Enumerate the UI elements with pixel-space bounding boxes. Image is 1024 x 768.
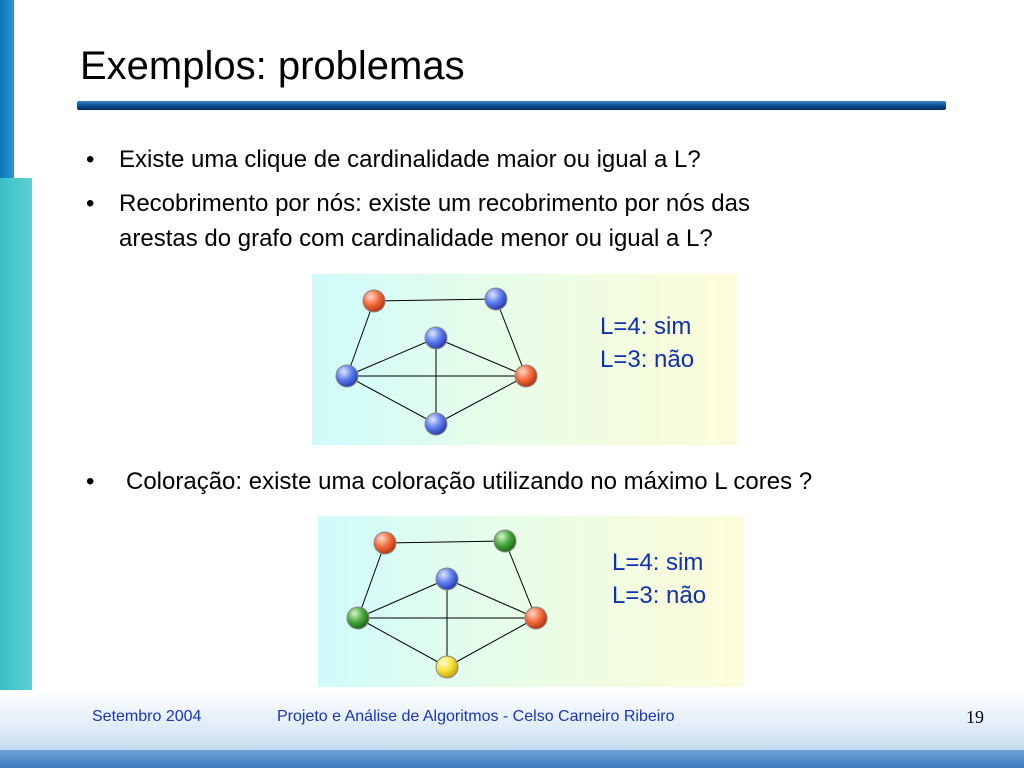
graph-node-blue [436, 568, 458, 590]
page-number: 19 [966, 707, 984, 727]
footer-course-title: Projeto e Análise de Algoritmos - Celso Carneiro Ribeiro [277, 708, 675, 725]
bullet-text: Coloração: existe uma coloração utilizando no máximo L cores ? [126, 468, 813, 495]
graph-edge [436, 376, 526, 424]
answer-text-1 [600, 310, 694, 376]
graph-figure-2 [318, 516, 744, 687]
bullet-clique [86, 142, 846, 177]
graph-node-orange [525, 607, 547, 629]
footer-date: Setembro 2004 [92, 708, 202, 725]
graph-node-orange [515, 365, 537, 387]
graph-node-blue [425, 413, 447, 435]
graph-node-yellow [436, 656, 458, 678]
graph-edge [374, 299, 496, 301]
graph-edge [347, 338, 436, 376]
graph-edge [447, 618, 536, 667]
answer-line: L=3: não [600, 346, 695, 373]
graph-edge [496, 299, 526, 376]
answer-line: L=3: não [612, 582, 707, 609]
graph-edge [347, 301, 374, 376]
bullet-text-line-2: arestas do grafo com cardinalidade menor ou igual a L? [119, 225, 713, 252]
graph-edges [358, 541, 536, 667]
graph-node-blue [336, 365, 358, 387]
bullet-coloring [86, 464, 946, 499]
graph-node-blue [485, 288, 507, 310]
graph-node-blue [425, 327, 447, 349]
bullet-marker: • [86, 146, 95, 173]
title-underline [77, 101, 946, 110]
graph-edge [358, 618, 447, 667]
answer-line: L=4: sim [600, 313, 692, 340]
graph-edge [347, 376, 436, 424]
graph-node-green [494, 530, 516, 552]
slide-title: Exemplos: problemas [80, 44, 465, 88]
answer-line: L=4: sim [612, 549, 704, 576]
bullet-vertex-cover [86, 186, 886, 256]
left-accent-bar-bottom [0, 178, 32, 750]
answer-text-2 [612, 546, 706, 612]
bottom-accent-bar [0, 750, 1024, 768]
graph-node-orange [363, 290, 385, 312]
left-accent-bar-top [0, 0, 14, 178]
graph-node-orange [374, 532, 396, 554]
graph-edge [358, 579, 447, 618]
graph-figure-1 [312, 274, 737, 445]
graph-node-green [347, 607, 369, 629]
graph-edges [347, 299, 526, 424]
graph-edge [436, 338, 526, 376]
graph-edge [385, 541, 505, 543]
graph-edge [358, 543, 385, 618]
bullet-text-line-1: Recobrimento por nós: existe um recobrimento por nós das [119, 190, 750, 217]
bullet-marker: • [86, 190, 95, 217]
bullet-marker: • [86, 468, 95, 495]
bullet-text: Existe uma clique de cardinalidade maior ou igual a L? [119, 146, 701, 173]
